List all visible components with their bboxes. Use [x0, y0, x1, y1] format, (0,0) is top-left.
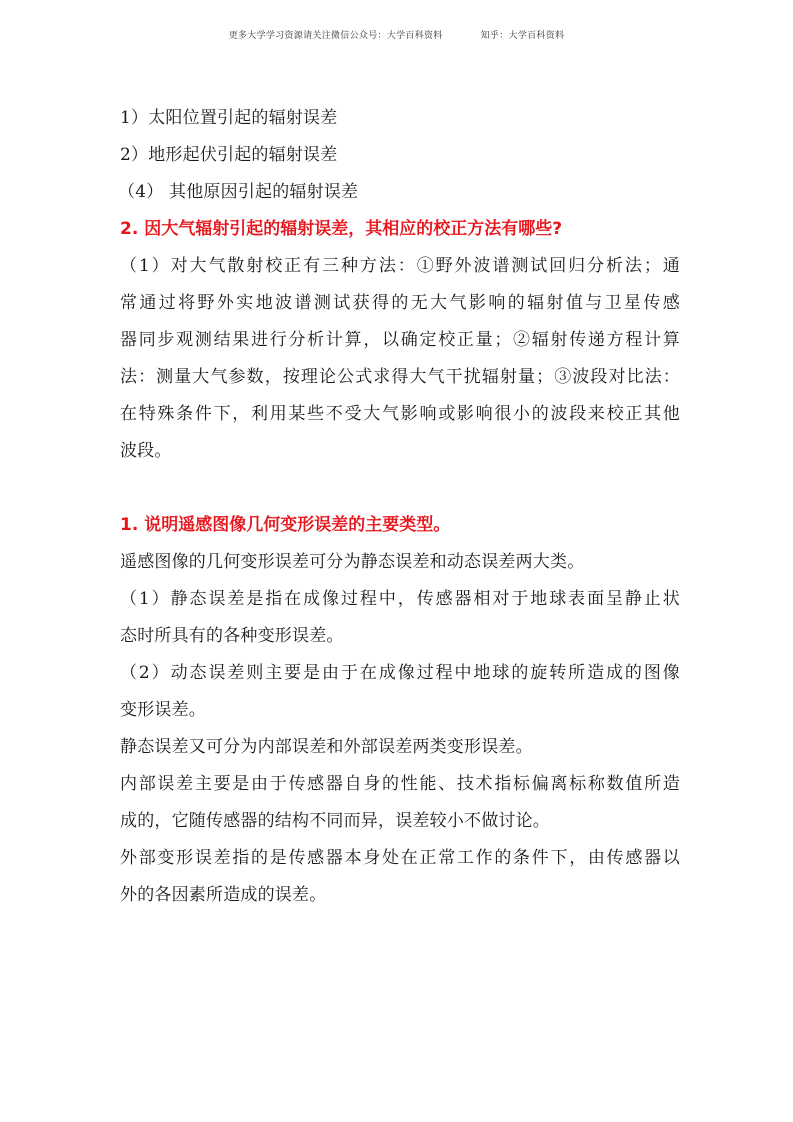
- paragraph-line: （1）静态误差是指在成像过程中，传感器相对于地球表面呈静止状: [120, 589, 680, 609]
- paragraph-line: 静态误差又可分为内部误差和外部误差两类变形误差。: [120, 737, 533, 757]
- paragraph-line: 波段。: [120, 441, 172, 461]
- document-body: [120, 100, 680, 914]
- paragraph-line: 态时所具有的各种变形误差。: [120, 626, 344, 646]
- paragraph-line: 遥感图像的几何变形误差可分为静态误差和动态误差两大类。: [120, 552, 585, 572]
- paragraph-line: 常通过将野外实地波谱测试获得的无大气影响的辐射值与卫星传感: [120, 293, 680, 313]
- question-2-heading: 2. 因大气辐射引起的辐射误差，其相应的校正方法有哪些?: [120, 219, 563, 239]
- paragraph-line: 成的，它随传感器的结构不同而异，误差较小不做讨论。: [120, 811, 550, 831]
- list-item: 2）地形起伏引起的辐射误差: [120, 145, 338, 165]
- paragraph-line: 外部变形误差指的是传感器本身处在正常工作的条件下，由传感器以: [120, 848, 680, 868]
- paragraph-line: 器同步观测结果进行分析计算，以确定校正量；②辐射传递方程计算: [120, 330, 680, 350]
- page-header: [0, 28, 793, 41]
- section-spacer: [120, 470, 680, 507]
- paragraph-line: 在特殊条件下，利用某些不受大气影响或影响很小的波段来校正其他: [120, 404, 680, 424]
- header-zhihu-text: 知乎：大学百科资料: [480, 31, 565, 41]
- paragraph-line: （1）对大气散射校正有三种方法：①野外波谱测试回归分析法；通: [120, 256, 680, 276]
- question-1-heading: 1. 说明遥感图像几何变形误差的主要类型。: [120, 515, 451, 535]
- paragraph-line: 变形误差。: [120, 700, 206, 720]
- list-item: 1）太阳位置引起的辐射误差: [120, 108, 338, 128]
- paragraph-line: 外的各因素所造成的误差。: [120, 885, 327, 905]
- paragraph-line: 法：测量大气参数，按理论公式求得大气干扰辐射量；③波段对比法：: [120, 367, 680, 387]
- paragraph-line: 内部误差主要是由于传感器自身的性能、技术指标偏离标称数值所造: [120, 774, 680, 794]
- header-wechat-text: 更多大学学习资源请关注微信公众号：大学百科资料: [228, 31, 443, 41]
- list-item: （4） 其他原因引起的辐射误差: [118, 182, 359, 202]
- paragraph-line: （2）动态误差则主要是由于在成像过程中地球的旋转所造成的图像: [120, 663, 680, 683]
